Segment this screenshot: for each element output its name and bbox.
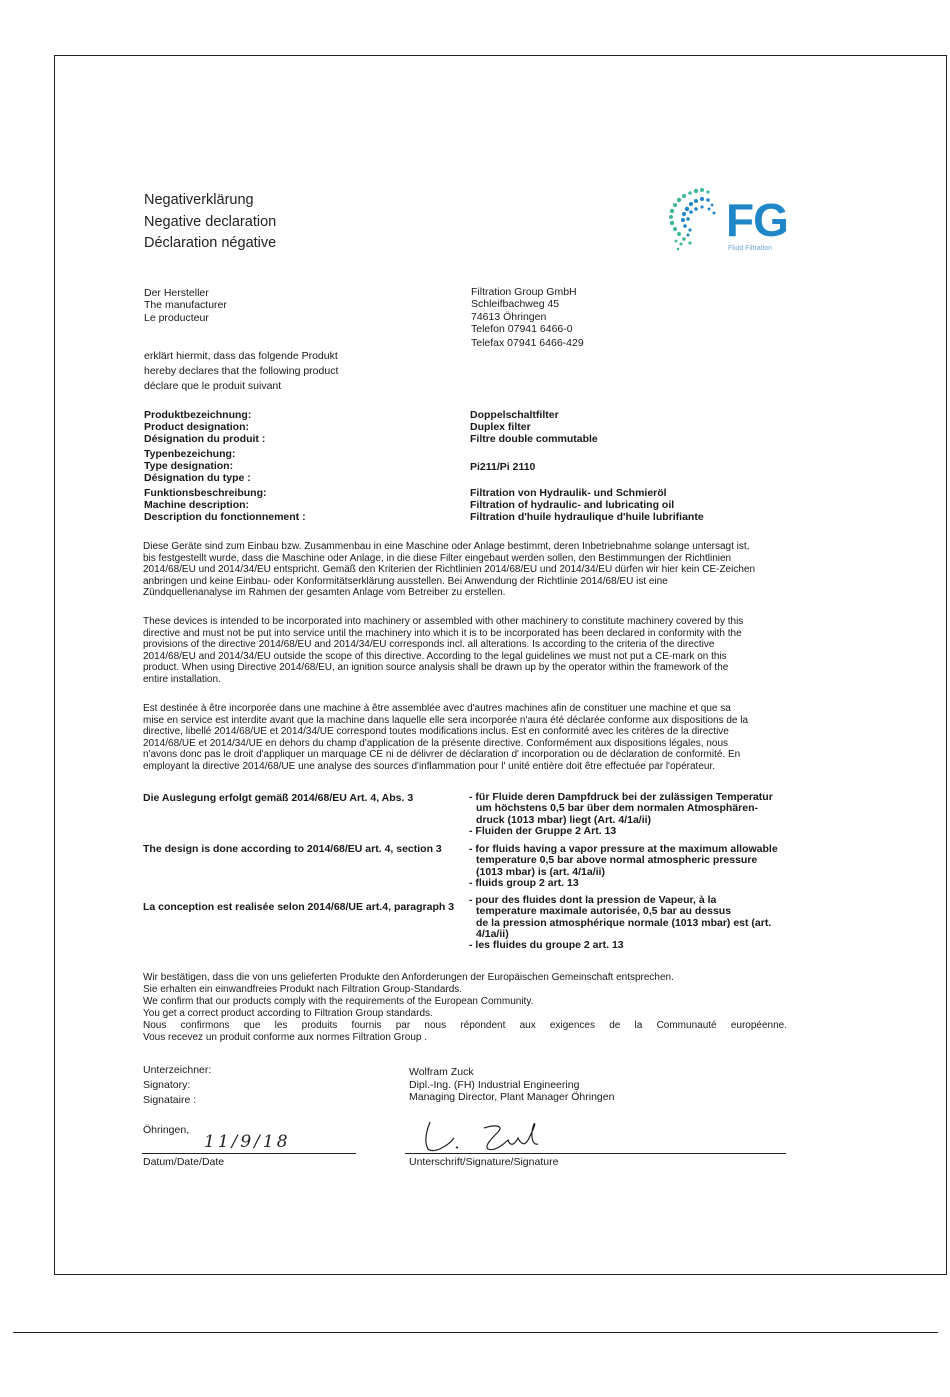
design-values-fr <box>469 895 771 951</box>
signatory-label-en: Signatory: <box>143 1079 191 1091</box>
product-designation-labels <box>144 409 265 445</box>
design-value-line: - für Fluide deren Dampfdruck bei der zulässigen Temperatur <box>469 791 773 803</box>
confirmation-line: Vous recevez un produit conforme aux normes Filtration Group . <box>143 1032 428 1044</box>
design-values-de <box>469 792 773 837</box>
function-value-en: Filtration of hydraulic- and lubricating oil <box>470 499 675 511</box>
address-line: Telefax 07941 6466-429 <box>471 337 584 350</box>
signatory-details <box>409 1066 614 1104</box>
paragraph-line: bis festgestellt wurde, dass die Maschine oder Anlage, in die diese Filter eingebaut werden sollen, den Bestimmungen der Richtlinien <box>143 552 732 564</box>
declares-fr: déclare que le produit suivant <box>144 380 282 392</box>
signatory-qualification: Dipl.-Ing. (FH) Industrial Engineering <box>409 1078 580 1091</box>
function-label-fr: Description du fonctionnement : <box>144 511 306 523</box>
design-value-line: (1013 mbar) is (art. 4/1a/ii) <box>476 865 605 878</box>
designation-value-en: Duplex filter <box>470 421 531 433</box>
design-value-line: - for fluids having a vapor pressure at the maximum allowable <box>469 843 778 855</box>
design-label-de: Die Auslegung erfolgt gemäß 2014/68/EU Art. 4, Abs. 3 <box>143 792 414 804</box>
design-value-line: 4/1a/ii) <box>476 927 509 940</box>
type-label-fr: Désignation du type : <box>144 472 251 484</box>
manufacturer-label-fr: Le producteur <box>144 311 209 324</box>
function-values <box>470 487 704 523</box>
designation-label-en: Product designation: <box>144 421 249 433</box>
declares-statement <box>144 349 338 394</box>
design-value-line: - Fluiden der Gruppe 2 Art. 13 <box>469 824 617 837</box>
paragraph-line: product. When using Directive 2014/68/EU, an ignition source analysis shall be drawn up by the operator within the framework of the <box>143 662 729 674</box>
design-value-line: - les fluides du groupe 2 art. 13 <box>469 939 624 952</box>
design-value-line: de la pression atmosphérique normale (1013 mbar) est (art. <box>476 916 772 929</box>
logo-dots-icon <box>662 183 726 257</box>
design-value-line: um höchstens 0,5 bar über dem normalen Atmosphären- <box>476 802 759 815</box>
paragraph-line: n'avons donc pas le droit d'appliquer un marquage CE ni de délivrer de déclaration d' incorporation ou de déclaration de conformité. En <box>143 749 741 761</box>
paragraph-line: These devices is intended to be incorporated into machinery or assembled with other machinery to constitute machinery covered by this <box>143 616 744 627</box>
paragraph-line: entire installation. <box>143 673 221 685</box>
designation-label-fr: Désignation du produit : <box>144 433 266 445</box>
signatory-label-de: Unterzeichner: <box>143 1064 212 1076</box>
type-designation-labels <box>144 448 251 484</box>
designation-label-de: Produktbezeichnung: <box>144 409 252 421</box>
date-line <box>142 1153 356 1154</box>
paragraph-line: mise en service est interdite avant que la machine dans laquelle elle sera incorporée n'aura été déclarée conforme aux dispositions de la <box>143 714 749 726</box>
place-label: Öhringen, <box>143 1124 190 1136</box>
design-value-line: druck (1013 mbar) liegt (Art. 4/1a/ii) <box>476 813 652 826</box>
paragraph-line: Diese Geräte sind zum Einbau bzw. Zusammenbau in eine Maschine oder Anlage bestimmt, deren Inbetriebnahme solange untersagt ist, <box>143 541 750 552</box>
paragraph-line: directive, libellé 2014/68/UE et 2014/34/UE correspond toutes modifications inclus. Est en conformité avec les critères de la directive <box>143 726 729 738</box>
confirmation-line: Wir bestätigen, dass die von uns gelieferten Produkte den Anforderungen der Europäischen Gemeinschaft entsprechen. <box>143 972 674 983</box>
paragraph-line: employant la directive 2014/68/UE une analyse des sources d'inflammation pour l' unité entière doit être effectuée par l'opérateur. <box>143 760 715 772</box>
design-value-line: temperature 0,5 bar above normal atmospheric pressure <box>476 854 758 867</box>
confirmation-text <box>143 972 787 1045</box>
declaration-titles <box>144 190 276 255</box>
company-logo <box>662 183 802 263</box>
title-en: Negative declaration <box>144 213 277 230</box>
type-designation-value: Pi211/Pi 2110 <box>470 461 536 473</box>
designation-value-de: Doppelschaltfilter <box>470 409 559 421</box>
function-value-fr: Filtration d'huile hydraulique d'huile lubrifiante <box>470 511 704 523</box>
signature-label: Unterschrift/Signature/Signature <box>409 1156 559 1168</box>
manufacturer-labels <box>144 287 227 324</box>
design-value-line: temperature maximale autorisée, 0,5 bar au dessus <box>476 905 732 918</box>
designation-value-fr: Filtre double commutable <box>470 433 598 445</box>
function-value-de: Filtration von Hydraulik- und Schmieröl <box>470 487 667 499</box>
declares-en: hereby declares that the following product <box>144 365 339 377</box>
function-label-de: Funktionsbeschreibung: <box>144 487 267 499</box>
signatory-position: Managing Director, Plant Manager Öhringen <box>409 1091 615 1103</box>
paragraph-line: provisions of the directive 2014/68/EU and 2014/34/EU corresponds incl. all alterations. Is according to the criteria of the directive <box>143 639 715 651</box>
paragraph-de <box>143 541 787 599</box>
page-bottom-rule <box>13 1332 938 1333</box>
address-line: Filtration Group GmbH <box>471 286 577 298</box>
handwritten-date: 11/9/18 <box>204 1132 291 1152</box>
paragraph-line: 2014/68/UE et 2014/34/UE en dehors du champ d'application de la présente directive. Conformément aux dispositions légales, nous <box>143 737 729 749</box>
address-line: 74613 Öhringen <box>471 310 547 323</box>
paragraph-line: Est destinée à être incorporée dans une machine à être assemblée avec d'autres machines afin de constituer une machine et que sa <box>143 703 731 714</box>
design-values-en <box>469 844 778 889</box>
confirmation-line: You get a correct product according to Filtration Group standards. <box>143 1008 433 1020</box>
function-labels <box>144 487 306 523</box>
paragraph-en <box>143 616 787 686</box>
manufacturer-label-de: Der Hersteller <box>144 287 209 299</box>
paragraph-line: Zündquellenanalyse im Rahmen der gesamten Anlage vom Betreiber zu erstellen. <box>143 587 506 599</box>
date-label: Datum/Date/Date <box>143 1156 225 1168</box>
logo-text: FG <box>726 194 788 246</box>
type-label-de: Typenbezeichung: <box>144 448 236 460</box>
design-value-line: - pour des fluides dont la pression de Vapeur, à la <box>469 894 717 906</box>
design-label-en: The design is done according to 2014/68/EU art. 4, section 3 <box>143 843 442 855</box>
paragraph-line: anbringen und keine Einbau- oder Konformitätserklärung ausstellen. Bei Anwendung der Richtlinie 2014/68/EU ist eine <box>143 575 668 587</box>
confirmation-line: Nous confirmons que les produits fournis par nous répondent aux exigences de la Communauté européenne. <box>143 1020 787 1032</box>
paragraph-line: 2014/68/EU and 2014/34/EU outside the scope of this directive. According to the legal guidelines we must not put a CE-mark on this <box>143 650 727 662</box>
logo-subtitle: Fluid Filtration <box>728 245 772 252</box>
signature-line <box>405 1153 786 1154</box>
product-designation-values <box>470 409 598 445</box>
function-label-en: Machine description: <box>144 499 250 511</box>
paragraph-line: 2014/68/EU und 2014/34/EU entspricht. Gemäß den Kriterien der Richtlinien 2014/68/EU und 2014/34/EU dürfen wir hier kein CE-Zeichen <box>143 564 756 576</box>
signatory-name: Wolfram Zuck <box>409 1066 474 1078</box>
design-value-line: - fluids group 2 art. 13 <box>469 876 579 889</box>
address-line: Schleifbachweg 45 <box>471 298 560 311</box>
design-label-fr: La conception est realisée selon 2014/68/UE art.4, paragraph 3 <box>143 901 455 913</box>
manufacturer-address <box>471 286 584 349</box>
signatory-label-fr: Signataire : <box>143 1094 197 1106</box>
declares-de: erklärt hiermit, dass das folgende Produkt <box>144 350 338 362</box>
handwritten-signature-icon <box>418 1116 548 1156</box>
confirmation-line: Sie erhalten ein einwandfreies Produkt nach Filtration Group-Standards. <box>143 984 463 996</box>
manufacturer-label-en: The manufacturer <box>144 299 227 312</box>
paragraph-line: directive and must not be put into service until the machinery into which it is to be incorporated has been declared in conformity with the <box>143 627 742 639</box>
paragraph-fr <box>143 703 787 773</box>
address-line: Telefon 07941 6466-0 <box>471 322 573 335</box>
confirmation-line: We confirm that our products comply with the requirements of the European Community. <box>143 996 534 1008</box>
title-de: Negativerklärung <box>144 192 254 208</box>
signatory-labels <box>143 1063 211 1108</box>
title-fr: Déclaration négative <box>144 235 277 251</box>
type-label-en: Type designation: <box>144 460 234 472</box>
